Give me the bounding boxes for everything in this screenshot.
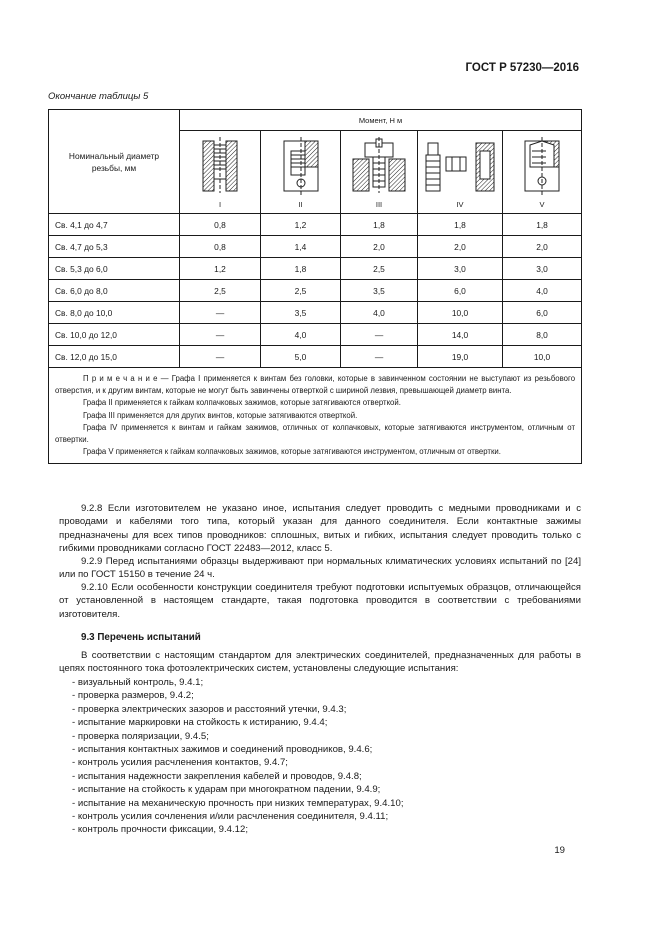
section-heading: 9.3 Перечень испытаний [81, 632, 201, 643]
cell-value: 2,0 [503, 236, 582, 258]
cell-value: 5,0 [261, 346, 341, 368]
table-caption: Окончание таблицы 5 [48, 91, 149, 102]
cell-value: 19,0 [418, 346, 503, 368]
paragraph-9-2-8 [59, 502, 581, 556]
row-range: Св. 4,7 до 5,3 [49, 236, 180, 258]
note-label: П р и м е ч а н и е [83, 374, 158, 383]
table-row [49, 324, 582, 346]
column-iv-label: IV [456, 200, 464, 209]
cell-value: 0,8 [180, 236, 261, 258]
note-line: Графа II применяется к гайкам колпачковых зажимов, которые затягиваются отверткой. [83, 398, 401, 408]
list-item: - контроль прочности фиксации, 9.4.12; [72, 823, 404, 836]
list-item: - испытание на механическую прочность при низких температурах, 9.4.10; [72, 797, 404, 810]
cell-value: 2,0 [341, 236, 418, 258]
cell-value: 4,0 [261, 324, 341, 346]
row-range: Св. 6,0 до 8,0 [49, 280, 180, 302]
row-range: Св. 12,0 до 15,0 [49, 346, 180, 368]
column-v-header [503, 131, 582, 214]
column-v-label: V [539, 200, 545, 209]
list-item: - испытание маркировки на стойкость к истиранию, 9.4.4; [72, 716, 404, 729]
note-text: — Графа I применяется к винтам без головки, которые в завинченном состоянии не выступают из резьбового отверстия, и к другим винтам, которые не могут быть завинчены отверткой с шириной лезвия, превышающей диаметр винта. [55, 374, 576, 396]
screw-diagram-i-icon [202, 137, 238, 193]
table-row [49, 346, 582, 368]
cell-value: 1,2 [180, 258, 261, 280]
cell-value: 6,0 [503, 302, 582, 324]
cell-value: 8,0 [503, 324, 582, 346]
list-item: - испытание на стойкость к ударам при многократном падении, 9.4.9; [72, 783, 404, 796]
column-ii-label: II [298, 200, 303, 209]
screw-nut-diagram-iv-icon [424, 137, 496, 195]
cell-value: 2,0 [418, 236, 503, 258]
cell-value: — [180, 346, 261, 368]
cell-value: 10,0 [418, 302, 503, 324]
cell-value: 2,5 [180, 280, 261, 302]
cap-nut-diagram-v-icon [522, 137, 562, 195]
cell-value: 3,0 [418, 258, 503, 280]
list-item: - проверка поляризации, 9.4.5; [72, 730, 404, 743]
page-number: 19 [554, 845, 565, 856]
table-note [49, 368, 582, 464]
cell-value: 2,5 [341, 258, 418, 280]
cell-value: 0,8 [180, 214, 261, 236]
row-range: Св. 4,1 до 4,7 [49, 214, 180, 236]
paragraph-9-2-9 [59, 555, 581, 582]
list-item: - контроль усилия расчленения контактов, 9.4.7; [72, 756, 404, 769]
row-range: Св. 5,3 до 6,0 [49, 258, 180, 280]
note-line: Графа IV применяется к винтам и гайкам зажимов, отличных от колпачковых, которые затягиваются инструментом, отличным от отвертки. [55, 422, 576, 445]
cell-value: 1,8 [261, 258, 341, 280]
table-row [49, 280, 582, 302]
cell-value: — [341, 346, 418, 368]
cell-value: — [180, 302, 261, 324]
cell-value: 1,2 [261, 214, 341, 236]
cell-value: 4,0 [503, 280, 582, 302]
standard-designation: ГОСТ Р 57230—2016 [465, 62, 579, 74]
note-line [55, 373, 575, 397]
list-item: - проверка электрических зазоров и расстояний утечки, 9.4.3; [72, 703, 404, 716]
row-range: Св. 8,0 до 10,0 [49, 302, 180, 324]
paragraph-text: 9.2.9 Перед испытаниями образцы выдерживают при нормальных климатических условиях испытаний по [24] или по ГОСТ 15150 в течение 24 ч. [59, 556, 581, 581]
cell-value: 2,5 [261, 280, 341, 302]
paragraph-text: В соответствии с настоящим стандартом для электрических соединителей, предназначенных для работы в цепях постоянного тока фотоэлектрических систем, установлены следующие испытания: [59, 650, 581, 675]
cell-value: 14,0 [418, 324, 503, 346]
column-i-label: I [218, 200, 222, 209]
cell-value: 6,0 [418, 280, 503, 302]
note-line: Графа V применяется к гайкам колпачковых зажимов, которые затягиваются инструментом, отличным от отвертки. [83, 447, 501, 457]
cell-value: 3,5 [261, 302, 341, 324]
cell-value: 4,0 [341, 302, 418, 324]
list-item: - визуальный контроль, 9.4.1; [72, 676, 404, 689]
table-row [49, 214, 582, 236]
screw-diagram-iii-icon [351, 137, 407, 193]
cell-value: 10,0 [503, 346, 582, 368]
torque-table [48, 109, 582, 464]
paragraph-text: 9.2.8 Если изготовителем не указано иное, испытания следует проводить с медными проводниками и с проводами и кабелями того типа, который указан для данного соединителя. Если контактные зажимы предназначены для всех типов проводников: сплошных, витых и гибких, испытания следует проводить только с гибкими проводниками согласно ГОСТ 22483—2012, класс 5. [59, 503, 581, 555]
cell-value: — [180, 324, 261, 346]
list-item: - проверка размеров, 9.4.2; [72, 689, 404, 702]
table-row [49, 236, 582, 258]
list-item: - испытания надежности закрепления кабелей и проводов, 9.4.8; [72, 770, 404, 783]
column-iii-header [341, 131, 418, 214]
column-iv-header [418, 131, 503, 214]
cell-value: 3,0 [503, 258, 582, 280]
header-thread-diameter [49, 110, 180, 214]
list-item: - контроль усилия сочленения и/или расчленения соединителя, 9.4.11; [72, 810, 404, 823]
cap-nut-diagram-ii-icon [281, 137, 321, 195]
column-iii-label: III [375, 200, 383, 209]
table-row [49, 258, 582, 280]
header-moment: Момент, Н м [180, 110, 582, 131]
paragraph-text: 9.2.10 Если особенности конструкции соединителя требуют подготовки испытуемых образцов, отличающейся от установленной в настоящем стандарте, такая подготовка проводится в соответствии с требованиями изготовителя. [59, 582, 581, 620]
cell-value: 1,8 [341, 214, 418, 236]
row-range: Св. 10,0 до 12,0 [49, 324, 180, 346]
table-row [49, 302, 582, 324]
list-item: - испытания контактных зажимов и соединений проводников, 9.4.6; [72, 743, 404, 756]
column-i-header [180, 131, 261, 214]
paragraph-9-2-10 [59, 581, 581, 621]
cell-value: — [341, 324, 418, 346]
tests-list [72, 676, 404, 837]
cell-value: 1,4 [261, 236, 341, 258]
cell-value: 3,5 [341, 280, 418, 302]
cell-value: 1,8 [418, 214, 503, 236]
cell-value: 1,8 [503, 214, 582, 236]
section-intro [59, 649, 581, 676]
note-line: Графа III применяется для других винтов, которые затягиваются отверткой. [83, 410, 358, 420]
column-ii-header [261, 131, 341, 214]
header-thread-diameter-label: Номинальный диаметр резьбы, мм [68, 150, 160, 173]
